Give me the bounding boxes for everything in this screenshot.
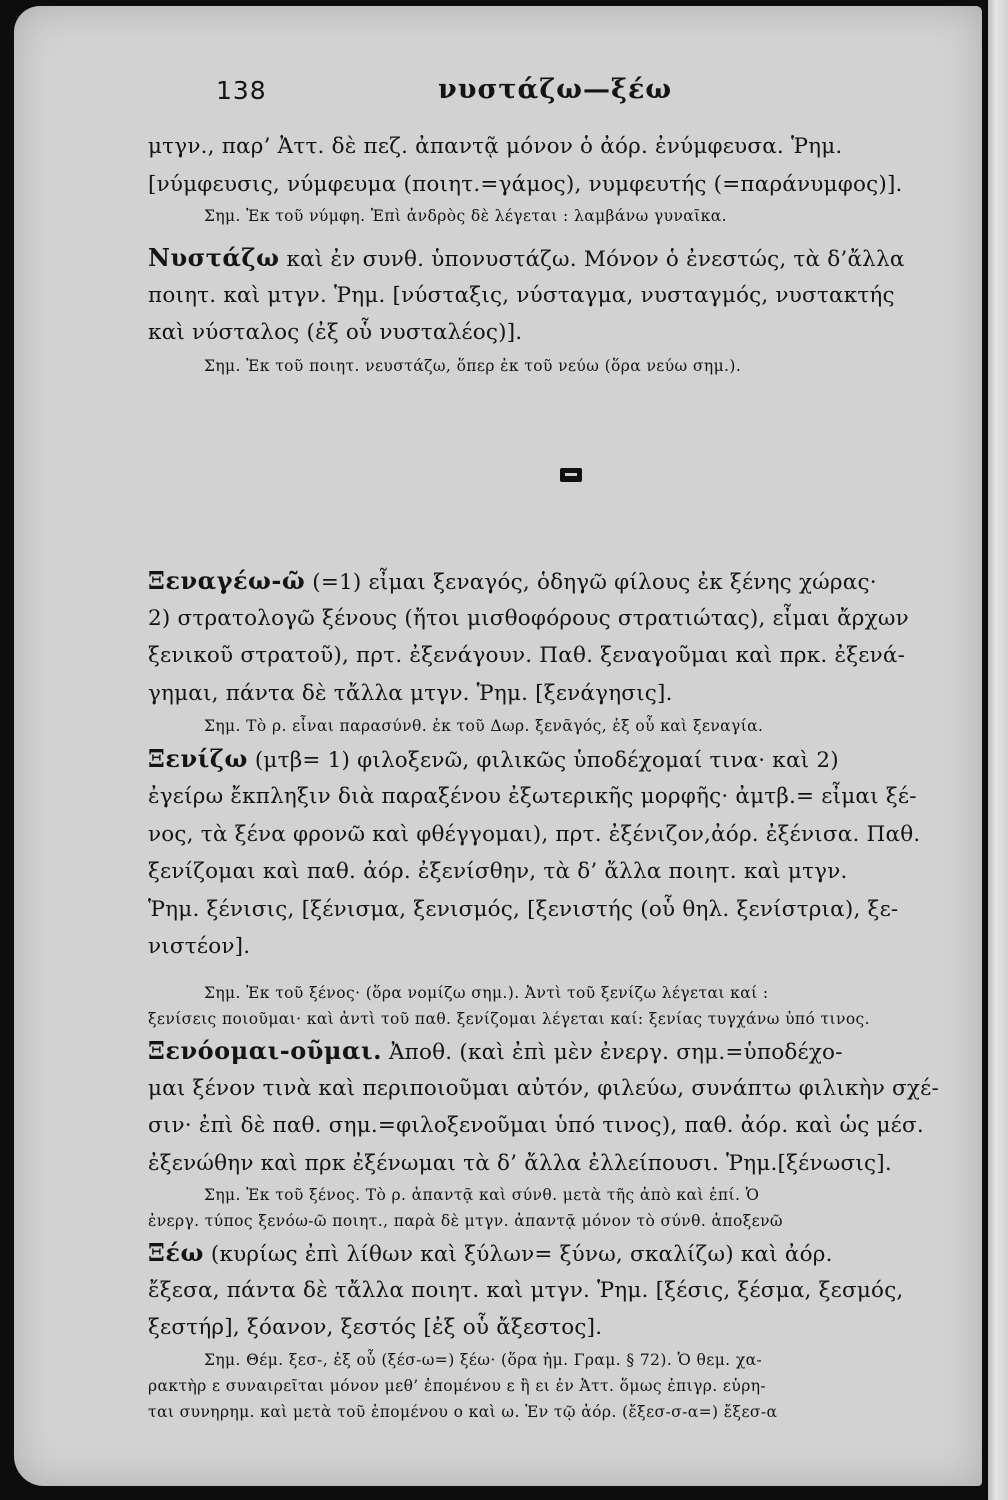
entry-line: ξενικοῦ στρατοῦ), πρτ. ἐξενάγουν. Παθ. ξεναγοῦμαι καὶ πρκ. ἐξενά- (148, 643, 906, 669)
entry-text: (=1) εἶμαι ξεναγός, ὁδηγῶ φίλους ἐκ ξένης χώρας· (305, 569, 877, 595)
headword: Ξέω (148, 1238, 204, 1268)
entry-first-line (148, 1234, 982, 1272)
entry-nymphevo (148, 128, 982, 229)
entry-note: ται συνηρημ. καὶ μετὰ τοῦ ἑπομένου ο καὶ ω. Ἐν τῷ ἀόρ. (ἔξεσ-σ-α=) ἔξεσ-α (148, 1403, 778, 1422)
entry-xenoomai (148, 1032, 982, 1234)
entry-line: [νύμφευσις, νύμφευμα (ποιητ.=γάμος), νυμφευτής (=παράνυμφος)]. (148, 171, 903, 197)
entry-note: ἐνεργ. τύπος ξενόω-ῶ ποιητ., παρὰ δὲ μτγν. ἀπαντᾷ μόνον τὸ σύνθ. ἀποξενῶ (148, 1212, 783, 1231)
entry-line: καὶ νύσταλος (ἐξ οὗ νυσταλέος)]. (148, 320, 523, 346)
xi-section-icon (560, 468, 582, 482)
entry-text: (κυρίως ἐπὶ λίθων καὶ ξύλων= ξύνω, σκαλίζω) καὶ ἀόρ. (203, 1242, 833, 1268)
section-divider (148, 380, 982, 562)
entry-note: ρακτὴρ ε συναιρεῖται μόνον μεθ’ ἑπομένου ε ἢ ει ἐν Ἀττ. ὅμως ἐπιγρ. εὑρη- (148, 1377, 767, 1396)
entry-xenizo (148, 740, 982, 1032)
page-header (148, 72, 982, 128)
entry-first-line (148, 239, 982, 277)
entry-nystazo (148, 239, 982, 380)
entry-line: ξενίζομαι καὶ παθ. ἀόρ. ἐξενίσθην, τὰ δ’ ἄλλα ποιητ. καὶ μτγν. (148, 859, 848, 885)
entry-note: Σημ. Ἐκ τοῦ ξένος. Τὸ ρ. ἀπαντᾷ καὶ σύνθ. μετὰ τῆς ἀπὸ καὶ ἐπί. Ὁ (204, 1186, 760, 1205)
entry-line: νος, τὰ ξένα φρονῶ καὶ φθέγγομαι), πρτ. ἐξένιζον,ἀόρ. ἐξένισα. Παθ. (148, 821, 921, 847)
entry-first-line (148, 562, 982, 600)
next-page-edge (988, 0, 1008, 1500)
entry-line: μτγν., παρ’ Ἀττ. δὲ πεζ. ἀπαντᾷ μόνον ὁ ἀόρ. ἐνύμφευσα. Ῥημ. (148, 134, 843, 159)
entry-text: (μτβ= 1) φιλοξενῶ, φιλικῶς ὑποδέχομαί τινα· καὶ 2) (247, 748, 839, 774)
entry-note: Σημ. Ἐκ τοῦ ποιητ. νευστάζω, ὅπερ ἐκ τοῦ νεύω (ὅρα νεύω σημ.). (204, 356, 742, 375)
entry-xenageo (148, 562, 982, 740)
entry-note: Σημ. Ἐκ τοῦ ξένος· (ὅρα νομίζω σημ.). Ἀντὶ τοῦ ξενίζω λέγεται καί : (204, 983, 769, 1002)
entry-xeo (148, 1234, 982, 1425)
entry-note: Σημ. Ἐκ τοῦ νύμφη. Ἐπὶ ἀνδρὸς δὲ λέγεται : λαμβάνω γυναῖκα. (204, 207, 727, 226)
entry-line: ἐγείρω ἔκπληξιν διὰ παραξένου ἐξωτερικῆς μορφῆς· ἀμτβ.= εἶμαι ξέ- (148, 783, 917, 809)
entry-line: ἔξεσα, πάντα δὲ τἄλλα ποιητ. καὶ μτγν. Ῥημ. [ξέσις, ξέσμα, ξεσμός, (148, 1277, 904, 1303)
page-content (148, 72, 982, 1425)
entry-line: ποιητ. καὶ μτγν. Ῥημ. [νύσταξις, νύσταγμα, νυσταγμός, νυστακτής (148, 282, 895, 308)
entry-line: μαι ξένον τινὰ καὶ περιποιοῦμαι αὐτόν, φιλεύω, συνάπτω φιλικὴν σχέ- (148, 1075, 939, 1101)
entry-text: Ἀποθ. (καὶ ἐπὶ μὲν ἐνεργ. σημ.=ὑποδέχο- (381, 1039, 843, 1065)
entry-note: Σημ. Τὸ ρ. εἶναι παρασύνθ. ἐκ τοῦ Δωρ. ξενᾶγός, ἐξ οὗ καὶ ξεναγία. (204, 717, 764, 736)
entry-first-line (148, 740, 982, 778)
entry-note: ξενίσεις ποιοῦμαι· καὶ ἀντὶ τοῦ παθ. ξενίζομαι λέγεται καί: ξενίας τυγχάνω ὑπό τινος. (148, 1009, 870, 1028)
entry-line: σιν· ἐπὶ δὲ παθ. σημ.=φιλοξενοῦμαι ὑπό τινος), παθ. ἀόρ. καὶ ὡς μέσ. (148, 1113, 924, 1139)
running-head: νυστάζω—ξέω (438, 74, 673, 105)
entry-line: ἐξενώθην καὶ πρκ ἐξένωμαι τὰ δ’ ἄλλα ἐλλείπουσι. Ῥημ.[ξένωσις]. (148, 1150, 892, 1176)
entry-text: καὶ ἐν συνθ. ὑπονυστάζω. Μόνον ὁ ἐνεστώς, τὰ δ’ἄλλα (279, 247, 905, 273)
entry-first-line (148, 1032, 982, 1070)
entry-line: 2) στρατολογῶ ξένους (ἤτοι μισθοφόρους στρατιώτας), εἶμαι ἄρχων (148, 605, 909, 631)
entry-line: ξεστήρ], ξόανον, ξεστός [ἐξ οὗ ἄξεστος]. (148, 1315, 603, 1341)
entry-note: Σημ. Θέμ. ξεσ-, ἐξ οὗ (ξέσ-ω=) ξέω· (ὅρα ἡμ. Γραμ. § 72). Ὁ θεμ. χα- (204, 1351, 763, 1370)
headword: Νυστάζω (148, 243, 280, 273)
entry-line: νιστέον]. (148, 934, 251, 960)
headword: Ξενίζω (148, 744, 248, 774)
headword: Ξεναγέω-ῶ (148, 565, 306, 595)
page-number: 138 (216, 76, 267, 105)
headword: Ξενόομαι-οῦμαι. (148, 1035, 382, 1065)
book-page (14, 6, 982, 1486)
entry-line: γημαι, πάντα δὲ τἄλλα μτγν. Ῥημ. [ξενάγησις]. (148, 680, 673, 706)
entry-line: Ῥημ. ξένισις, [ξένισμα, ξενισμός, [ξενιστής (οὗ θηλ. ξενίστρια), ξε- (148, 896, 899, 922)
